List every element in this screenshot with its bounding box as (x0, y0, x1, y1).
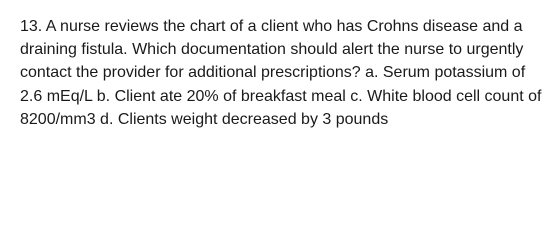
question-text: 13. A nurse reviews the chart of a client who has Crohns disease and a draining fistula. Which documentation should alert the nurse to urgently contact the provider for additional prescriptions? a. Serum potassium of 2.6 mEq/L b. Client ate 20% of breakfast meal c. White blood cell count of 8200/mm3 d. Clients weight decreased by 3 pounds (20, 18, 542, 128)
